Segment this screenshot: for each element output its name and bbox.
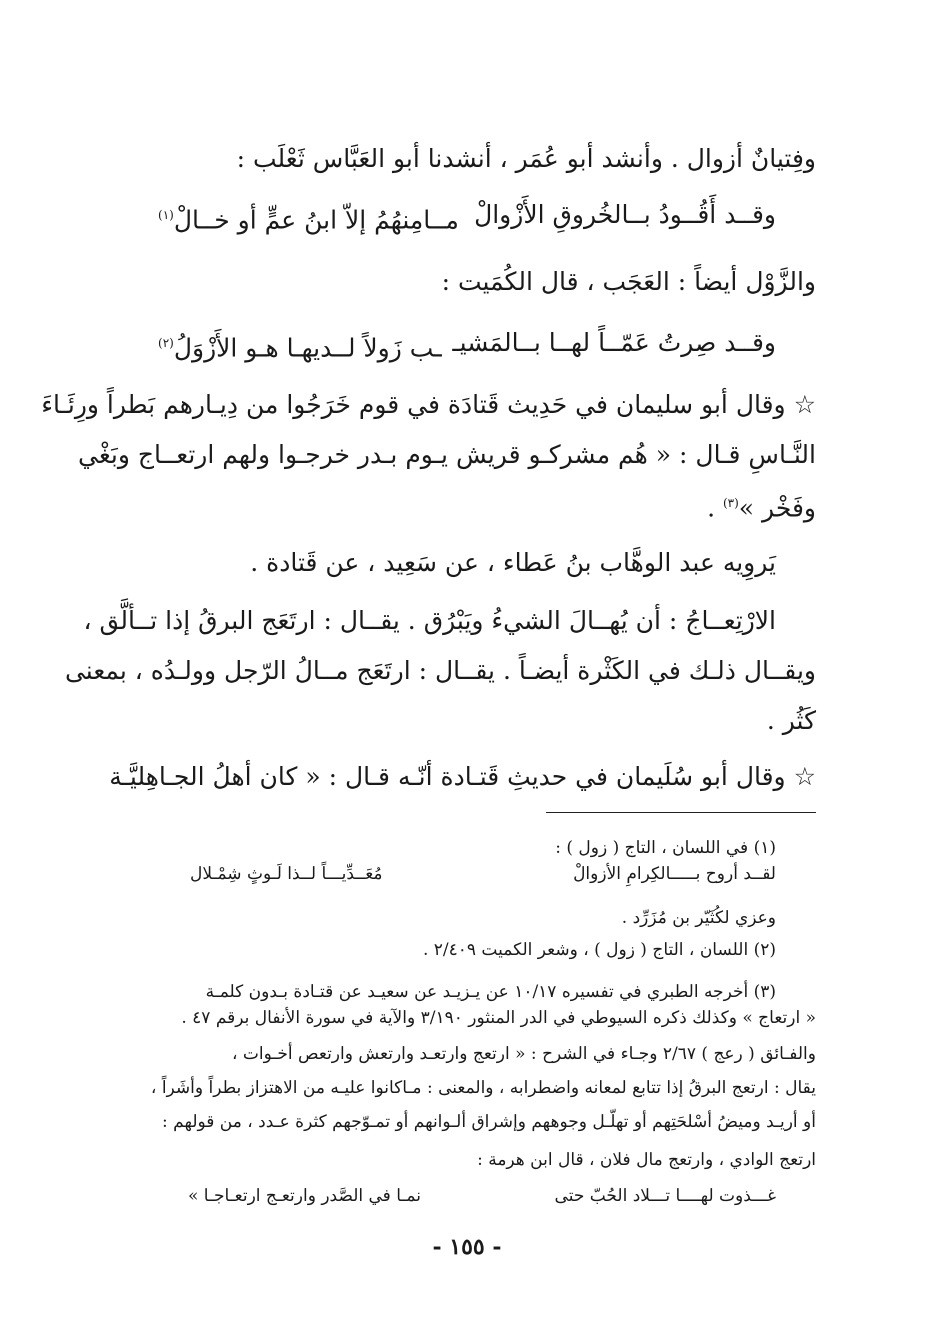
footnote-line: يقال : ارتعج البرقُ إذا تتابع لمعانه واضطرابه ، والمعنى : مـاكانوا عليـه من الاهتزاز بطراً وأشَراً ،: [150, 1078, 816, 1098]
book-page: [41, 0, 816, 1337]
footnote-1-verse: [190, 862, 776, 886]
footnote-verse-second: مُعَــدِّيـــاً لــذا لَـوثٍ شِمْـلال: [190, 864, 383, 884]
verse-2: [158, 326, 776, 365]
verse-2-second-hemistich: [158, 326, 442, 365]
verse-2-first-hemistich: وقــد صِرتُ عَمّــاً لهــا بــالمَشيـ: [452, 328, 776, 357]
footnote-ref-1[interactable]: (١): [158, 208, 174, 222]
paragraph-line: ☆ وقال أبو سُلَيمان في حديثِ قَتـادة أنّـه قـال : « كان أهلُ الجـاهِليَّـة: [109, 762, 816, 791]
body-line: يَروِيه عبد الوهَّاب بنُ عَطاء ، عن سَعِيد ، عن قَتادة .: [250, 548, 776, 577]
paragraph-line: ☆ وقال أبو سليمان في حَدِيث قَتادَة في قوم خَرَجُوا من دِيـارهم بَطراً ورِئَـاءَ: [41, 390, 816, 419]
footnote-verse-first: لقــد أروح بـــــالكِرامِ الأزوالْ: [573, 864, 776, 884]
paragraph-line: وفَخْر »$^{(٣)}$ .: [707, 493, 816, 523]
footnote-3-verse: [188, 1184, 776, 1208]
footnote-ref-2[interactable]: (٢): [158, 336, 174, 350]
paragraph-line: النَّـاسِ قـال : « هُم مشركـو قريش يـوم بـدر خرجـوا ولهم ارتعــاج وبَغْي: [78, 440, 816, 469]
footnote-2: (٢) اللسان ، التاج ( زول ) ، وشعر الكميت ٢/٤٠٩ .: [422, 940, 776, 960]
footnote-3: (٣) أخرجه الطبري في تفسيره ١٠/١٧ عن يـزيـد عن سعيـد عن قتـادة بـدون كلمـة: [205, 982, 776, 1002]
footnote-verse-first: غـــذوت لهــــا تـــلاد الحُبّ حتى: [554, 1186, 776, 1206]
paragraph-line: كَثُر .: [766, 706, 816, 735]
verse-1: [158, 198, 776, 237]
footnote-1: (١) في اللسان ، التاج ( زول ) :: [555, 838, 776, 858]
page-number: - ١٥٥ -: [432, 1234, 502, 1260]
footnote-line: « ارتعاج » وكذلك ذكره السيوطي في الدر المنثور ٣/١٩٠ والآية في سورة الأنفال برقم ٤٧ .: [181, 1008, 816, 1028]
body-line: وفِتيانٌ أزوال . وأنشد أبو عُمَر ، أنشدنا أبو العَبَّاس ثَعْلَب :: [236, 144, 816, 173]
verse-1-second-hemistich: [158, 198, 459, 237]
paragraph-line: الارْتِعــاجُ : أن يُهــالَ الشيءُ ويَبْرُق . يقــال : ارتَعَج البرقُ إذا تــألَّق ،: [83, 606, 776, 635]
body-line: والزَّوْل أيضاً : العَجَب ، قال الكُمَيت :: [441, 267, 816, 296]
paragraph-text: وفَخْر »: [738, 493, 816, 523]
verse-2-second-text: ـب زَولاً لــديهـا هـو الأَزْوَلُ: [173, 333, 442, 363]
verse-1-first-hemistich: وقــد أَقُــودُ بــالخُروقِ الأَزْوالْ: [474, 200, 776, 229]
footnote-separator: [546, 812, 816, 813]
footnote-verse-second: نمـا في الصَّدر وارتعـج ارتعـاجـا »: [188, 1186, 421, 1206]
footnote-line: أو أريـد وميضُ أسْلحَتِهم أو تهلّـل وجوههم وإشراق ألـوانهم أو تمـوّجهم كثرة عـدد ، من قولهم :: [162, 1112, 816, 1132]
footnote-line: والفـائق ( رعج ) ٢/٦٧ وجـاء في الشرح : « ارتعج وارتعـد وارتعش وارتعص أخـوات ،: [232, 1044, 816, 1064]
verse-1-second-text: مــامِنهُمُ إلاّ ابنُ عمٍّ أو خــالْ: [173, 205, 459, 235]
footnote-line: ارتعج الوادي ، وارتعج مال فلان ، قال ابن هرمة :: [477, 1150, 816, 1170]
footnote-line: وعزي لكُثَيّر بن مُزَرِّد .: [621, 908, 776, 928]
paragraph-line: ويقــال ذلـك في الكَثْرة أيضـاً . يقــال : ارتَعَج مــالُ الرّجل وولـدُه ، بمعنى: [64, 656, 816, 685]
footnote-ref-3[interactable]: (٣): [722, 496, 739, 510]
